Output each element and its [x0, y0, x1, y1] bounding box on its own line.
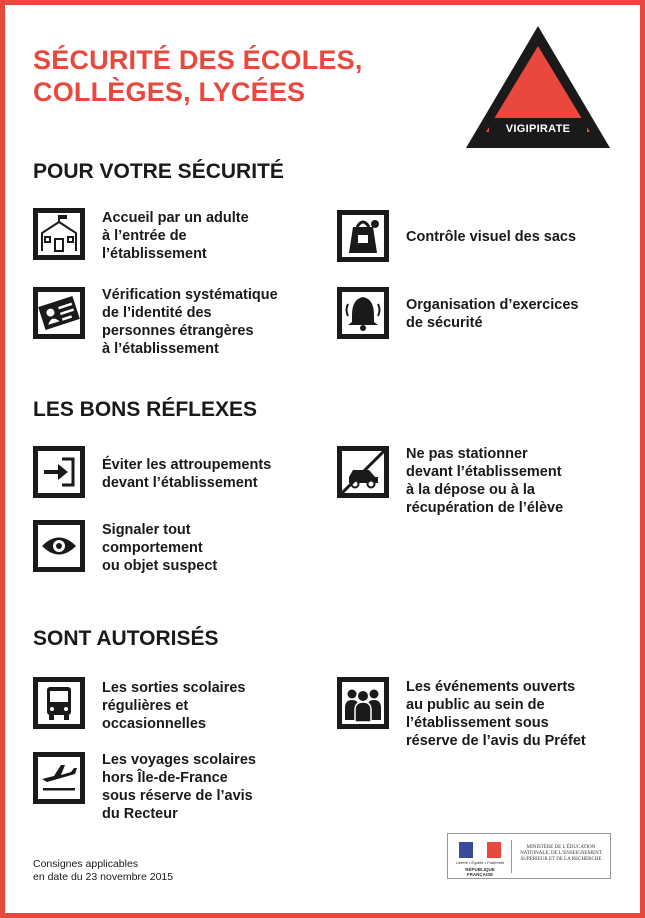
item-text-welcome: Accueil par un adulte à l’entrée de l’établissement	[102, 210, 249, 262]
id-card-icon	[33, 287, 85, 339]
item-text-gatherings: Éviter les attroupements devant l’établissement	[102, 457, 272, 491]
airplane-icon	[33, 752, 85, 804]
bag-check-icon	[337, 210, 389, 262]
footer-note	[33, 858, 173, 884]
bell-icon	[337, 287, 389, 339]
item-text-report: Signaler tout comportement ou objet suspect	[102, 522, 218, 574]
item-text-events: Les événements ouverts au public au sein de l’établissement sous réserve de l’avis du Préfet	[406, 679, 586, 749]
crowd-icon	[337, 677, 389, 729]
marianne-flag-icon	[459, 842, 501, 858]
school-building-icon	[33, 208, 85, 260]
section-title-reflexes: LES BONS RÉFLEXES	[33, 398, 258, 421]
bus-icon	[33, 677, 85, 729]
item-text-outings: Les sorties scolaires régulières et occasionnelles	[102, 680, 246, 732]
title-line-2: COLLÈGES, LYCÉES	[33, 77, 306, 107]
title-line-1: SÉCURITÉ DES ÉCOLES,	[33, 45, 363, 75]
item-text-bag-check: Contrôle visuel des sacs	[406, 229, 577, 245]
logo-motto: Liberté • Égalité • Fraternité	[455, 860, 505, 865]
no-parking-car-icon	[337, 446, 389, 498]
footer-line-1: Consignes applicables	[33, 858, 139, 870]
section-title-authorized: SONT AUTORISÉS	[33, 627, 219, 650]
vigipirate-label: VIGIPIRATE	[505, 123, 571, 135]
page-title	[33, 44, 363, 108]
item-text-trips: Les voyages scolaires hors Île-de-France sous réserve de l’avis du Recteur	[102, 752, 256, 822]
ministry-logo	[447, 833, 611, 879]
footer-line-2: en date du 23 novembre 2015	[33, 871, 174, 883]
item-text-identity: Vérification systématique de l’identité des personnes étrangères à l’établissement	[102, 287, 278, 357]
logo-divider	[511, 840, 512, 873]
eye-icon	[33, 520, 85, 572]
logo-republic: RÉPUBLIQUE FRANÇAISE	[465, 867, 495, 877]
item-text-drills: Organisation d’exercices de sécurité	[406, 297, 579, 331]
enter-arrow-icon	[33, 446, 85, 498]
item-text-no-parking: Ne pas stationner devant l’établissement à la dépose ou à la récupération de l’élève	[406, 446, 564, 516]
section-title-security: POUR VOTRE SÉCURITÉ	[33, 160, 284, 183]
logo-ministry: MINISTÈRE DE L’ÉDUCATION NATIONALE, DE L’ENSEIGNEMENT SUPÉRIEUR ET DE LA RECHERCHE	[520, 845, 602, 863]
